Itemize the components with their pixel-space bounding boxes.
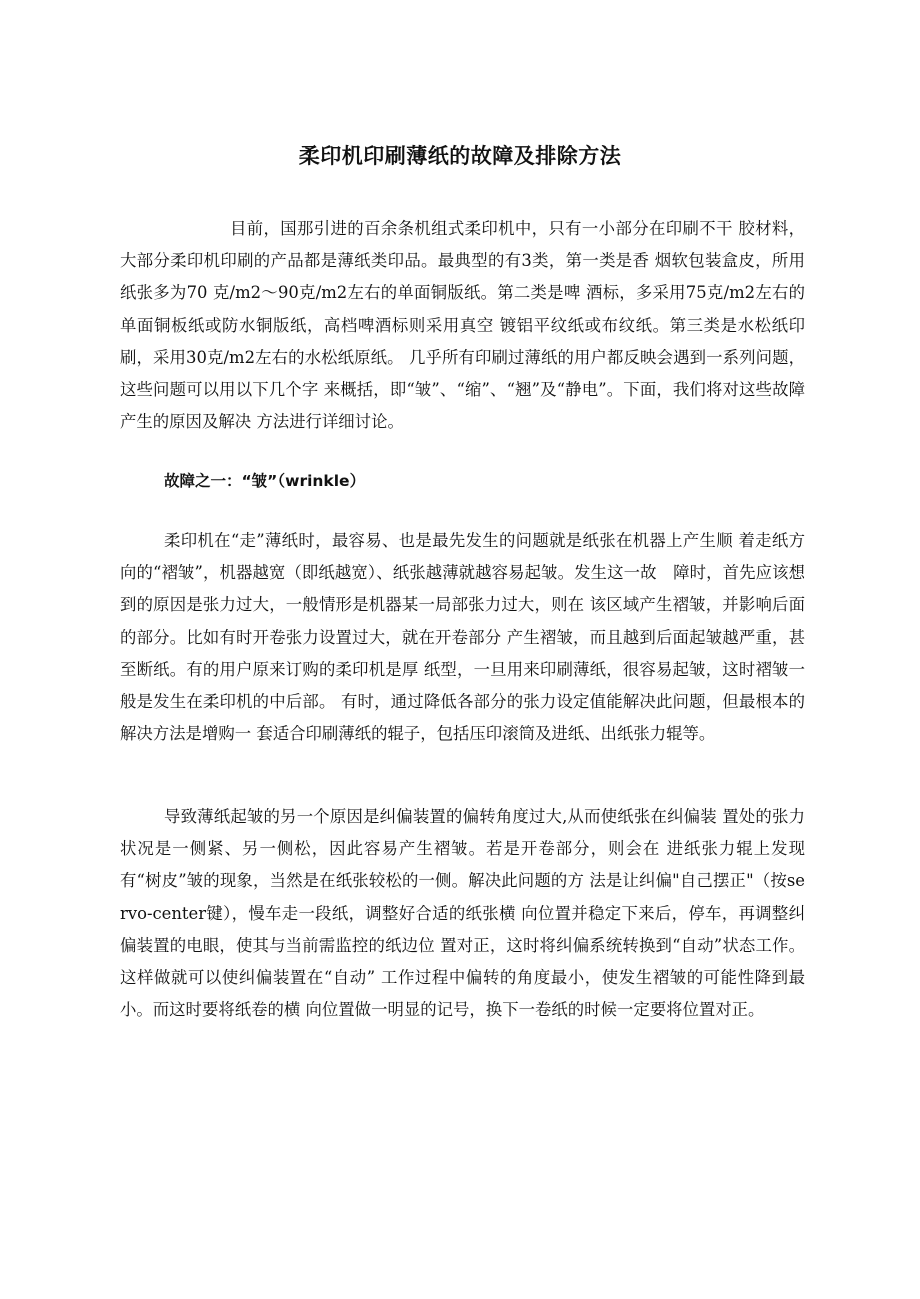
page-title: 柔印机印刷薄纸的故障及排除方法: [298, 144, 622, 168]
section-paragraph-1: 柔印机在“走”薄纸时，最容易、也是最先发生的问题就是纸张在机器上产生顺 着走纸方向的“褶皱”，机器越宽（即纸越宽）、纸张越薄就越容易起皱。发生这一故 障时，首先应该想到的原因是张力过大，一般情形是机器某一局部张力过大，则在 该区域产生褶皱，并影响后面的部分。比如有时开卷张力设置过大，就在开卷部分 产生褶皱，而且越到后面起皱越严重，甚至断纸。有的用户原来订购的柔印机是厚 纸型，一旦用来印刷薄纸，很容易起皱，这时褶皱一般是发生在柔印机的中后部。 有时，通过降低各部分的张力设定值能解决此问题，但最根本的解决方法是增购一 套适合印刷薄纸的辊子，包括压印滚筒及进纸、出纸张力辊等。: [120, 531, 805, 744]
section-paragraph-2: 导致薄纸起皱的另一个原因是纠偏装置的偏转角度过大,从而使纸张在纠偏装 置处的张力状况是一侧紧、另一侧松，因此容易产生褶皱。若是开卷部分，则会在 进纸张力辊上发现有“树皮”皱的现象，当然是在纸张较松的一侧。解决此问题的方 法是让纠偏"自己摆正"（按servo-center键），慢车走一段纸，调整好合适的纸张横 向位置并稳定下来后，停车，再调整纠偏装置的电眼，使其与当前需监控的纸边位 置对正，这时将纠偏系统转换到“自动”状态工作。这样做就可以使纠偏装置在“自动” 工作过程中偏转的角度最小，使发生褶皱的可能性降到最小。而这时要将纸卷的横 向位置做一明显的记号，换下一卷纸的时候一定要将位置对正。: [120, 807, 805, 1020]
section-heading: 故障之一：“皱”（wrinkle）: [164, 472, 366, 490]
intro-paragraph: 目前，国那引进的百余条机组式柔印机中，只有一小部分在印刷不干 胶材料，大部分柔印机印刷的产品都是薄纸类印品。最典型的有3类，第一类是香 烟软包装盒皮，所用纸张多为70 克/m2～90克/m2左右的单面铜版纸。第二类是啤 酒标，多采用75克/m2左右的单面铜板纸或防水铜版纸，高档啤酒标则采用真空 镀铝平纹纸或布纹纸。第三类是水松纸印刷，采用30克/m2左右的水松纸原纸。 几乎所有印刷过薄纸的用户都反映会遇到一系列问题，这些问题可以用以下几个字 来概括，即“皱”、“缩”、“翘”及“静电”。下面，我们将对这些故障产生的原因及解决 方法进行详细讨论。: [120, 219, 805, 432]
